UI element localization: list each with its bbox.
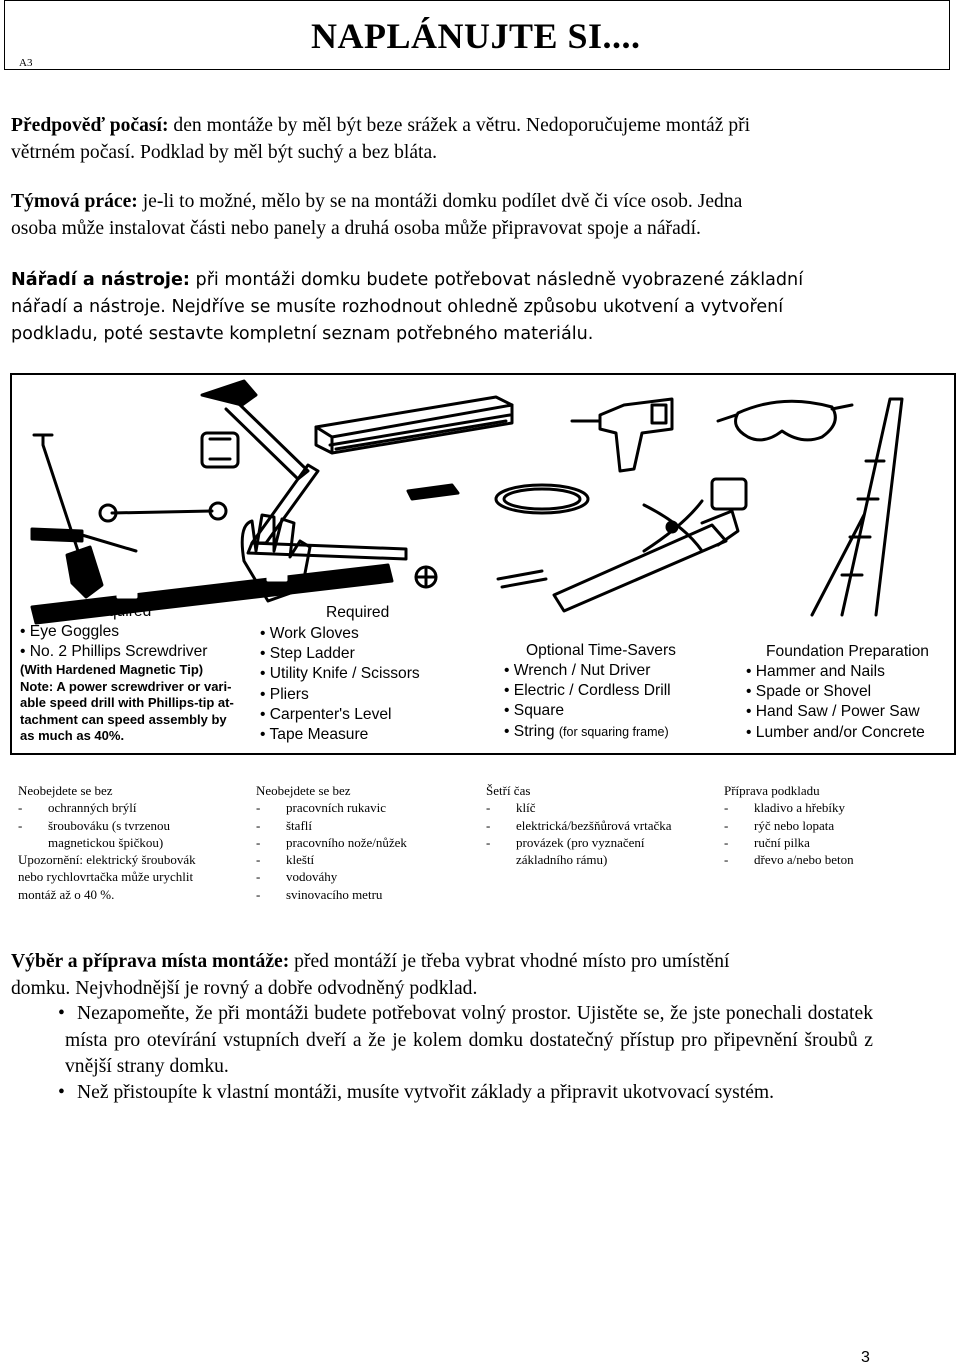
list-title: Šetří čas — [486, 783, 531, 798]
list-title: Příprava podkladu — [724, 783, 820, 798]
required-list-2 — [260, 624, 420, 745]
list-item: - klíč — [486, 799, 716, 816]
foundation-column — [766, 642, 929, 662]
list-item: • Eye Goggles — [20, 623, 120, 640]
list-column-3 — [486, 782, 716, 868]
hand-saw-icon — [554, 511, 738, 611]
figure-note: (With Hardened Magnetic Tip) Note: A power screwdriver or vari- able speed drill with Phillips-tip at- tachment can speed assembly by as much as 40%. — [20, 662, 234, 744]
list-item: - štaflí — [256, 817, 476, 834]
page-title: NAPLÁNUJTE SI.... — [311, 16, 641, 56]
list-title: Neobejdete se bez — [18, 783, 113, 798]
list-item: • Hand Saw / Power Saw — [746, 703, 920, 721]
weather-heading: Předpověď počasí: — [11, 115, 169, 136]
drill-icon — [572, 399, 672, 471]
list-item: • Tape Measure — [260, 726, 369, 744]
goggles-icon — [718, 401, 852, 440]
optional-heading: Optional Time-Savers — [526, 642, 676, 659]
list-note: Upozornění: elektrický šroubovák — [18, 852, 196, 868]
required-heading-1: Required — [88, 603, 152, 620]
utility-knife-icon — [408, 485, 458, 499]
list-item: - kladivo a hřebíky — [724, 799, 924, 816]
optional-list — [504, 661, 671, 742]
tools-heading: Nářadí a nástroje: — [11, 270, 190, 290]
list-item: - pracovního nože/nůžek — [256, 834, 476, 851]
list-column-2 — [256, 782, 476, 903]
list-item: • Wrench / Nut Driver — [504, 662, 651, 679]
page-number: 3 — [861, 1349, 870, 1366]
list-column-1 — [18, 782, 248, 903]
list-item: • No. 2 Phillips Screwdriver — [20, 643, 208, 661]
required-column-1 — [88, 602, 151, 622]
list-title: Neobejdete se bez — [256, 783, 351, 798]
list-note: nebo rychlovrtačka může urychlit — [18, 869, 194, 885]
lumber-icon — [316, 397, 512, 453]
list-item: • Lumber and/or Concrete — [746, 723, 925, 741]
required-list-1 — [20, 622, 234, 744]
list-item: • Square — [504, 702, 565, 720]
list-item: - ruční pilka — [724, 834, 924, 851]
list-item-continuation: základního rámu) — [516, 852, 608, 868]
tools-paragraph: Nářadí a nástroje: při montáži domku budete potřebovat následně vyobrazené základní nářadí a nástroje. Nejdříve se musíte rozhodnout ohledně způsobu ukotvení a vytvoření podkladu, poté sestavte kompletní seznam potřebného materiálu. — [11, 270, 804, 344]
team-paragraph: Týmová práce: je-li to možné, mělo by se na montáži domku podílet dvě či více osob. Jedna osoba může instalovat části nebo panely a druhá osoba může připravovat spoje a nářadí. — [11, 191, 743, 239]
list-item: - elektrická/bezšňůrová vrtačka — [486, 817, 716, 834]
foundation-list — [746, 662, 925, 743]
page-code: A3 — [19, 57, 33, 69]
tape-measure-icon — [202, 433, 238, 467]
list-item: - ochranných brýlí — [18, 799, 248, 816]
list-item: • Step Ladder — [260, 645, 355, 663]
list-item: • Electric / Cordless Drill — [504, 682, 671, 700]
list-item: • Work Gloves — [260, 625, 359, 642]
site-paragraph: Výběr a příprava místa montáže: před montáží je třeba vybrat vhodné místo pro umístění domku. Nejvhodnější je rovný a dobře odvodněný podklad. — [11, 951, 730, 999]
list-item: - svinovacího metru — [256, 886, 476, 903]
team-heading: Týmová práce: — [11, 191, 138, 212]
list-column-4 — [724, 782, 924, 868]
step-ladder-icon — [812, 399, 902, 615]
list-item: - kleští — [256, 851, 476, 868]
list-item: • Utility Knife / Scissors — [260, 665, 420, 683]
hammer-icon — [202, 381, 308, 479]
list-item: - rýč nebo lopata — [724, 817, 924, 834]
required-column-2 — [326, 603, 389, 623]
square-icon — [248, 465, 406, 559]
list-item: • Spade or Shovel — [746, 683, 872, 701]
string-icon — [496, 485, 588, 513]
phillips-screw-icon — [416, 567, 436, 587]
list-item: - dřevo a/nebo beton — [724, 851, 924, 868]
list-item: - vodováhy — [256, 868, 476, 885]
site-bullet-1: • Nezapomeňte, že při montáži budete potřebovat volný prostor. Ujistěte se, že jste ponechali dostatek místa pro otevírání vstupních dveří a že je kolem domku dostatečný přístup pro připevnění šroubů z vnější strany domku. — [58, 1003, 873, 1077]
list-item: • Pliers — [260, 685, 309, 703]
page-header-box — [4, 0, 950, 70]
foundation-heading: Foundation Preparation — [766, 643, 929, 660]
wrench-icon — [100, 503, 226, 521]
list-item: - pracovních rukavic — [256, 799, 476, 816]
list-item-continuation: magnetickou špičkou) — [48, 834, 164, 850]
tools-illustration — [10, 373, 956, 755]
list-item: • Hammer and Nails — [746, 663, 885, 680]
required-heading-2: Required — [326, 604, 390, 621]
site-bullet-2: • Než přistoupíte k vlastní montáži, musíte vytvořit základy a připravit ukotvovací systém. — [58, 1082, 775, 1103]
shovel-icon — [34, 435, 102, 597]
list-item: - provázek (pro vyznačení — [486, 834, 716, 851]
list-item: • String (for squaring frame) — [504, 722, 669, 740]
weather-paragraph: Předpověď počasí: den montáže by měl být beze srážek a větru. Nedoporučujeme montáž při větrném počasí. Podklad by měl být suchý a bez bláta. — [11, 115, 751, 163]
list-item: • Carpenter's Level — [260, 705, 392, 723]
list-note: montáž až o 40 %. — [18, 886, 115, 902]
small-tape-measure-icon — [712, 479, 746, 509]
nails-icon — [498, 571, 546, 587]
site-heading: Výběr a příprava místa montáže: — [11, 951, 290, 972]
optional-column — [526, 641, 676, 661]
list-item: - šroubováku (s tvrzenou — [18, 817, 248, 834]
